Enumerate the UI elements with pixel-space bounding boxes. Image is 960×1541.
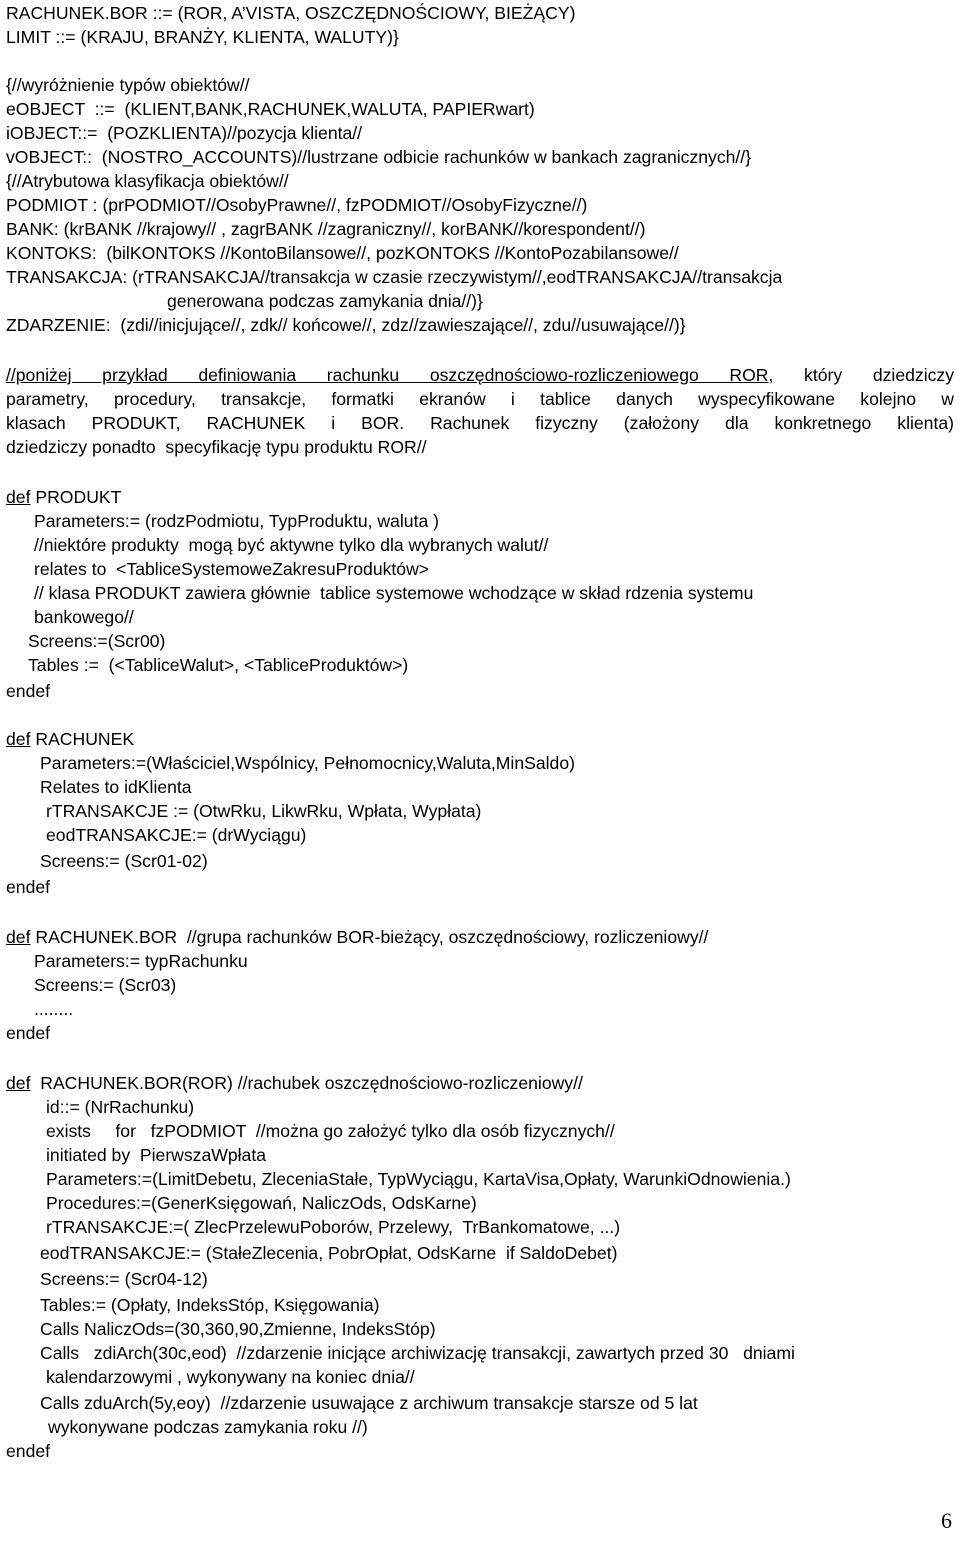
- object-type-line: PODMIOT : (prPODMIOT//OsobyPrawne//, fzPODMIOT//OsobyFizyczne//): [6, 195, 588, 215]
- def-body-line: ........: [34, 999, 74, 1019]
- def-name: RACHUNEK.BOR //grupa rachunków BOR-bieżący, oszczędnościowy, rozliczeniowy//: [30, 927, 709, 947]
- def-body-line: rTRANSAKCJE:=( ZlecPrzelewuPoborów, Przelewy, TrBankomatowe, ...): [46, 1217, 621, 1237]
- object-type-line: iOBJECT::= (POZKLIENTA)//pozycja klienta//: [6, 123, 363, 143]
- def-body-line: Parameters:=(LimitDebetu, ZleceniaStałe, TypWyciągu, KartaVisa,Opłaty, WarunkiOdnowienia.): [46, 1169, 791, 1189]
- def-keyword: def: [6, 927, 31, 947]
- intro-line: dziedziczy ponadto specyfikację typu produktu ROR//: [6, 437, 427, 457]
- def-body-line: Calls NaliczOds=(30,360,90,Zmienne, IndeksStóp): [40, 1319, 436, 1339]
- def-body-line: id::= (NrRachunku): [46, 1097, 195, 1117]
- def-body-line: Screens:= (Scr04-12): [40, 1269, 208, 1289]
- def-body-line: // klasa PRODUKT zawiera głównie tablice systemowe wchodzące w skład rdzenia systemu: [34, 583, 754, 603]
- intro-underlined-text: //poniżej przykład definiowania rachunku oszczędnościowo-rozliczeniowego ROR: [6, 365, 769, 385]
- def-body-line: Parameters:= (rodzPodmiotu, TypProduktu, waluta ): [34, 511, 440, 531]
- object-type-line: BANK: (krBANK //krajowy// , zagrBANK //zagraniczny//, korBANK//korespondent//): [6, 219, 646, 239]
- def-produkt-heading: [6, 486, 121, 508]
- def-body-line: Calls zduArch(5y,eoy) //zdarzenie usuwające z archiwum transakcje starsze od 5 lat: [40, 1393, 698, 1413]
- intro-line: parametry, procedury, transakcje, formatki ekranów i tablice danych wyspecyfikowane kolejno w: [6, 389, 954, 409]
- object-type-line: vOBJECT:: (NOSTRO_ACCOUNTS)//lustrzane odbicie rachunków w bankach zagranicznych//}: [6, 147, 752, 167]
- def-body-line: Tables := (<TabliceWalut>, <TabliceProduktów>): [28, 655, 409, 675]
- def-body-line: Screens:=(Scr00): [28, 631, 166, 651]
- def-name: RACHUNEK.BOR(ROR) //rachubek oszczędnościowo-rozliczeniowy//: [30, 1073, 583, 1093]
- def-body-line: bankowego//: [34, 607, 134, 627]
- def-body-line: Tables:= (Opłaty, IndeksStóp, Księgowania): [40, 1295, 380, 1315]
- object-type-line: {//wyróżnienie typów obiektów//: [6, 75, 250, 95]
- def-body-line: wykonywane podczas zamykania roku //): [48, 1417, 368, 1437]
- def-body-line: //niektóre produkty mogą być aktywne tylko dla wybranych walut//: [34, 535, 549, 555]
- def-body-line: Parameters:= typRachunku: [34, 951, 248, 971]
- object-type-line: TRANSAKCJA: (rTRANSAKCJA//transakcja w czasie rzeczywistym//,eodTRANSAKCJA//transakcja: [6, 267, 783, 287]
- def-body-line: kalendarzowymi , wykonywany na koniec dnia//: [46, 1367, 415, 1387]
- object-type-line: eOBJECT ::= (KLIENT,BANK,RACHUNEK,WALUTA, PAPIERwart): [6, 99, 535, 119]
- intro-line: klasach PRODUKT, RACHUNEK i BOR. Rachunek fizyczny (założony dla konkretnego klienta): [6, 413, 954, 433]
- header-line: LIMIT ::= (KRAJU, BRANŻY, KLIENTA, WALUTY)}: [6, 27, 399, 47]
- def-body-line: initiated by PierwszaWpłata: [46, 1145, 267, 1165]
- def-rachunek-heading: [6, 728, 134, 750]
- object-type-line: ZDARZENIE: (zdi//inicjujące//, zdk// końcowe//, zdz//zawieszające//, zdu//usuwające//)}: [6, 315, 686, 335]
- def-body-line: eodTRANSAKCJE:= (StałeZlecenia, PobrOpłat, OdsKarne if SaldoDebet): [40, 1243, 618, 1263]
- def-keyword: def: [6, 1073, 31, 1093]
- def-body-line: Parameters:=(Właściciel,Wspólnicy, Pełnomocnicy,Waluta,MinSaldo): [40, 753, 575, 773]
- def-rachunek-bor-heading: [6, 926, 708, 948]
- endef-keyword: endef: [6, 1023, 51, 1043]
- def-body-line: eodTRANSAKCJE:= (drWyciągu): [46, 825, 307, 845]
- def-body-line: Procedures:=(GenerKsięgowań, NaliczOds, OdsKarne): [46, 1193, 477, 1213]
- endef-keyword: endef: [6, 1441, 51, 1461]
- intro-line: [6, 364, 954, 386]
- endef-keyword: endef: [6, 877, 51, 897]
- object-type-line: {//Atrybutowa klasyfikacja obiektów//: [6, 171, 289, 191]
- def-body-line: Relates to idKlienta: [40, 777, 192, 797]
- def-body-line: Calls zdiArch(30c,eod) //zdarzenie inicjące archiwizację transakcji, zawartych przed 30 dniami: [40, 1343, 795, 1363]
- def-body-line: rTRANSAKCJE := (OtwRku, LikwRku, Wpłata, Wypłata): [46, 801, 482, 821]
- page-number: 6: [941, 1508, 952, 1533]
- def-body-line: Screens:= (Scr03): [34, 975, 177, 995]
- intro-text: , który dziedziczy: [768, 365, 954, 385]
- header-line: RACHUNEK.BOR ::= (ROR, A’VISTA, OSZCZĘDNOŚCIOWY, BIEŻĄCY): [6, 3, 576, 23]
- def-rachunek-bor-ror-heading: [6, 1072, 583, 1094]
- object-type-line: KONTOKS: (bilKONTOKS //KontoBilansowe//, pozKONTOKS //KontoPozabilansowe//: [6, 243, 679, 263]
- def-body-line: exists for fzPODMIOT //można go założyć tylko dla osób fizycznych//: [46, 1121, 615, 1141]
- def-keyword: def: [6, 487, 31, 507]
- object-type-line: generowana podczas zamykania dnia//)}: [167, 291, 483, 311]
- def-name: RACHUNEK: [30, 729, 135, 749]
- def-body-line: relates to <TabliceSystemoweZakresuProduktów>: [34, 559, 430, 579]
- endef-keyword: endef: [6, 681, 51, 701]
- def-body-line: Screens:= (Scr01-02): [40, 851, 208, 871]
- def-keyword: def: [6, 729, 31, 749]
- def-name: PRODUKT: [30, 487, 122, 507]
